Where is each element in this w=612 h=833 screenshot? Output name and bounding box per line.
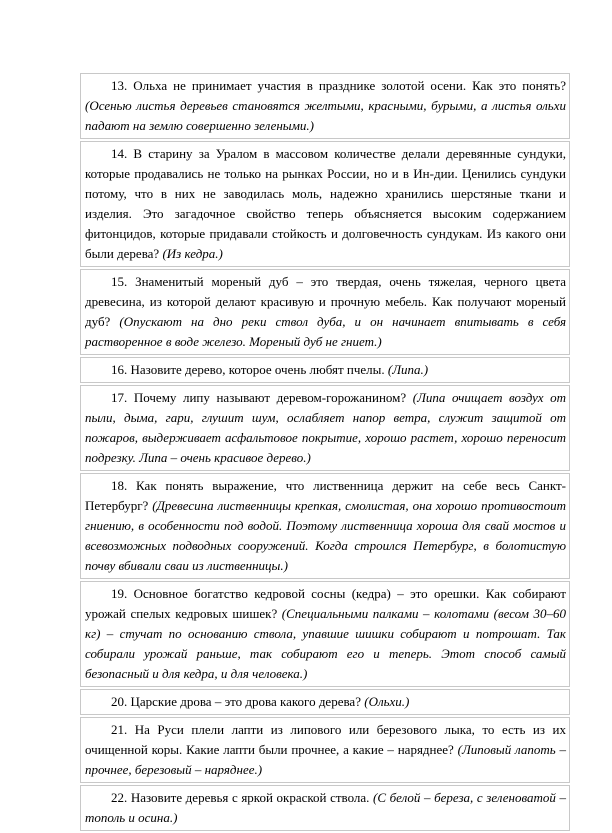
question-text: 16. Назовите дерево, которое очень любят пчелы. [111, 362, 385, 377]
question-text: 21. На Руси плели лапти из липового или березового лыка, то есть из их очищенной коры. Какие лапти были прочнее, а какие – наряднее? [85, 722, 566, 757]
question-20 [80, 689, 570, 715]
question-paragraph [85, 388, 566, 468]
question-paragraph [85, 144, 566, 264]
question-paragraph [85, 272, 566, 352]
question-text: 19. Основное богатство кедровой сосны (кедра) – это орешки. Как собирают урожай спелых кедровых шишек? [85, 586, 566, 621]
question-text: 14. В старину за Уралом в массовом количестве делали деревянные сундуки, которые продавались не только на рынках России, но и в Ин-дии. Ценились сундуки потому, что в них не заводилась моль, надежно хранились шерстяные ткани и изделия. Это загадочное свойство теперь объясняется высоким содержанием фитонцидов, которые придавали стойкость и долговечность сундукам. Из какого они были дерева? [85, 146, 566, 261]
question-text: 17. Почему липу называют деревом-горожанином? [111, 390, 407, 405]
answer-text: (Опускают на дно реки ствол дуба, и он начинает впитывать в себя растворенное в воде железо. Мореный дуб не гниет.) [85, 314, 566, 349]
question-14 [80, 141, 570, 267]
question-paragraph [85, 476, 566, 576]
question-15 [80, 269, 570, 355]
answer-text: (Ольхи.) [364, 694, 410, 709]
answer-text: (Из кедра.) [162, 246, 223, 261]
question-13 [80, 73, 570, 139]
question-paragraph [85, 360, 566, 380]
question-paragraph [85, 692, 566, 712]
question-18 [80, 473, 570, 579]
answer-text: (Липа очищает воздух от пыли, дыма, гари, глушит шум, ослабляет напор ветра, служит защитой от пожаров, выдерживает асфальтовое покрытие, хорошо растет, хорошо переносит подрезку. Липа – очень красивое дерево.) [85, 390, 566, 465]
answer-text: (Осенью листья деревьев становятся желтыми, красными, бурыми, а листья ольхи падают на землю совершенно зелеными.) [85, 98, 566, 133]
question-paragraph [85, 720, 566, 780]
answer-text: (Специальными палками – колотами (весом 30–60 кг) – стучат по основанию ствола, упавшие шишки собирают и потрошат. Так собирали урожай раньше, так собирают его и теперь. Этот способ самый безопасный и для кедра, и для человека.) [85, 606, 567, 681]
question-paragraph [85, 788, 566, 828]
question-text: 20. Царские дрова – это дрова какого дерева? [111, 694, 361, 709]
question-17 [80, 385, 570, 471]
question-16 [80, 357, 570, 383]
question-paragraph [85, 584, 566, 684]
answer-text: (С белой – береза, с зеленоватой – тополь и осина.) [85, 790, 567, 825]
question-text: 18. Как понять выражение, что лиственница держит на себе весь Санкт-Петербург? [85, 478, 566, 513]
question-paragraph [85, 76, 566, 136]
question-19 [80, 581, 570, 687]
question-list [80, 73, 570, 833]
question-text: 22. Назовите деревья с яркой окраской ствола. [111, 790, 370, 805]
answer-text: (Липовый лапоть – прочнее, березовый – наряднее.) [85, 742, 567, 777]
answer-text: (Липа.) [387, 362, 429, 377]
question-21 [80, 717, 570, 783]
question-text: 15. Знаменитый мореный дуб – это твердая, очень тяжелая, черного цвета древесина, из которой делают красивую и прочную мебель. Как получают мореный дуб? [85, 274, 566, 329]
answer-text: (Древесина лиственницы крепкая, смолистая, она хорошо противостоит гниению, в особенности под водой. Поэтому лиственница хороша для свай мостов и всевозможных подводных сооружений. Когда строился Петербург, в болотистую почву вбивали сваи из лиственницы.) [85, 498, 566, 573]
question-text: 13. Ольха не принимает участия в празднике золотой осени. Как это понять? [111, 78, 566, 93]
